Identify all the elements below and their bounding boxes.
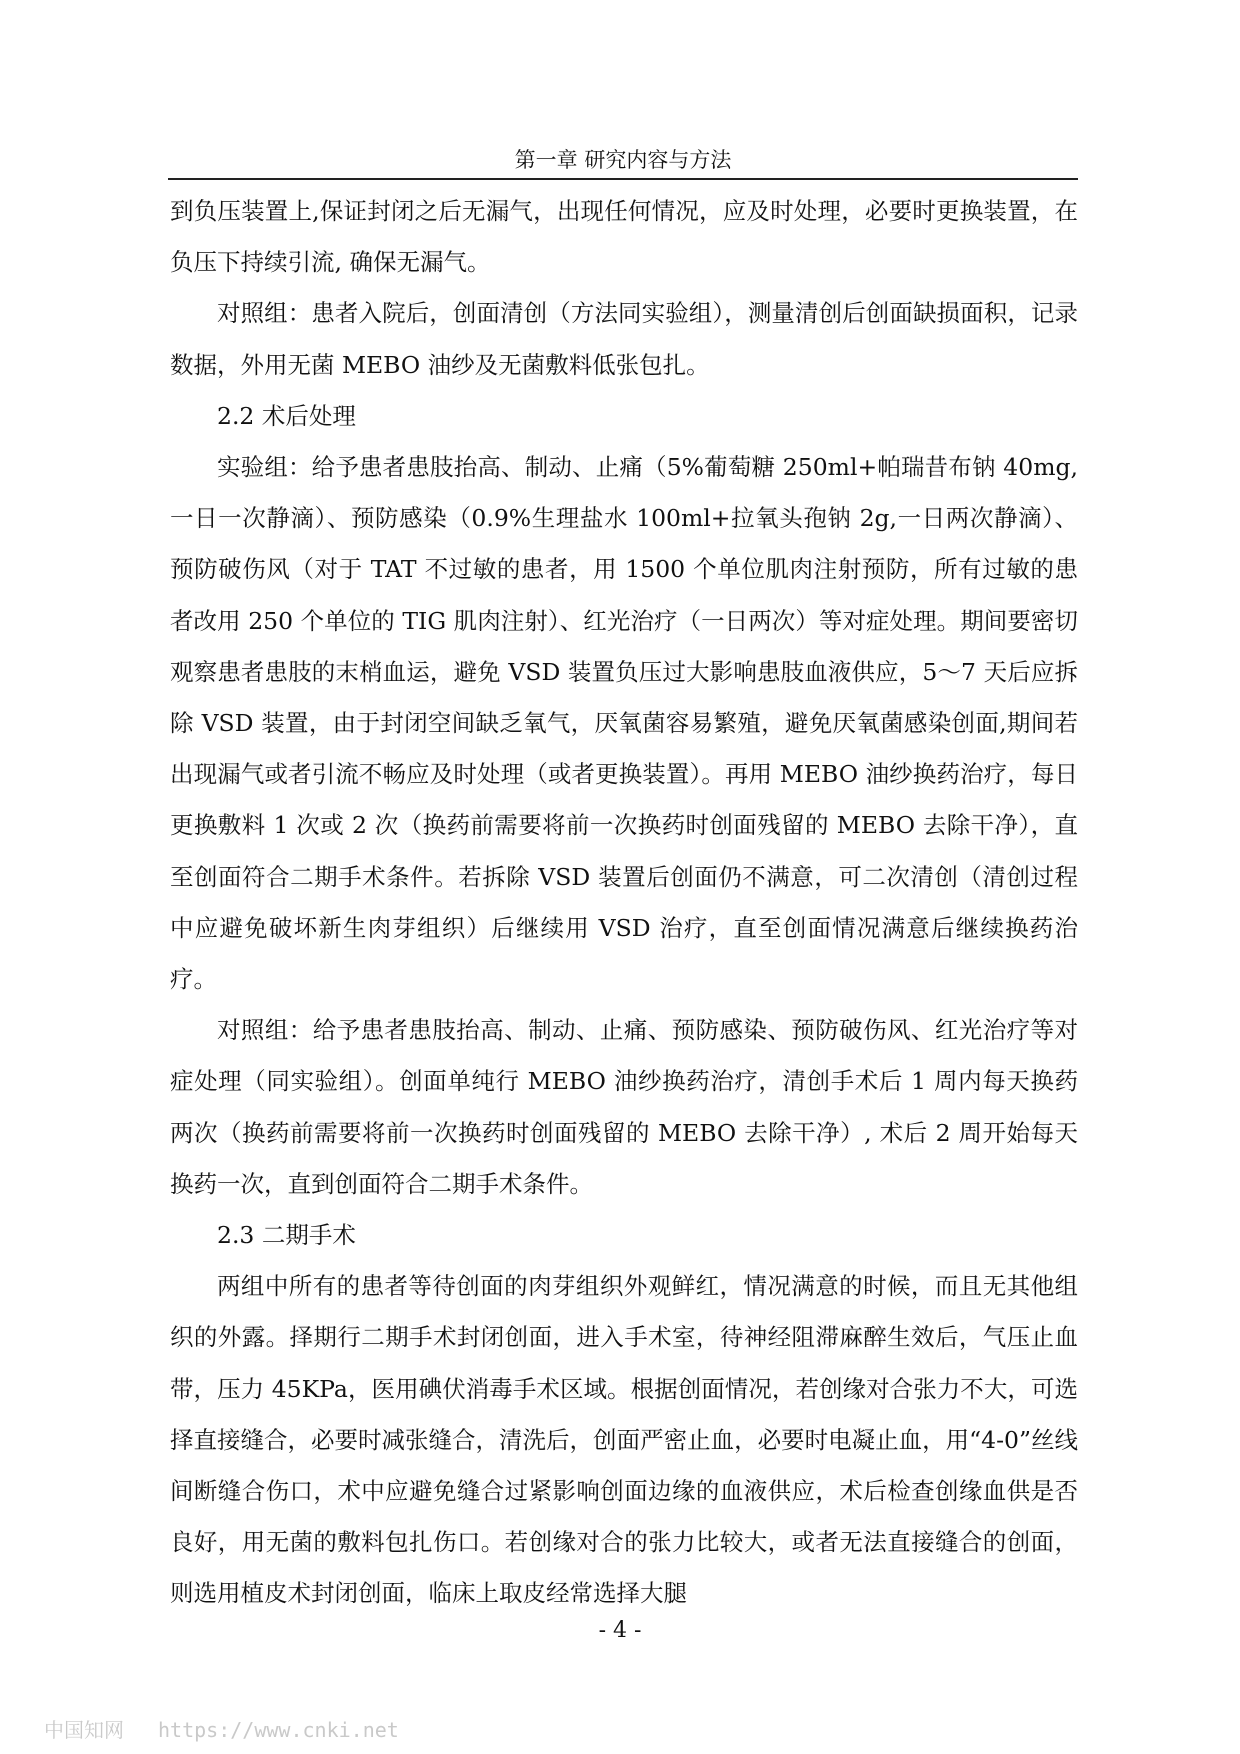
section-heading: 2.3 二期手术 <box>217 1221 356 1250</box>
body-paragraph: 对照组：给予患者患肢抬高、制动、止痛、预防感染、预防破伤风、红光治疗等对症处理（同实验组）。创面单纯行 MEBO 油纱换药治疗，清创手术后 1 周内每天换药两次（换药前需要将前一次换药时创面残留的 MEBO 去除干净）, 术后 2 周开始每天换药一次，直到创面符合二期手术条件。 <box>170 1016 1078 1198</box>
page-number: - 4 - <box>598 1618 642 1643</box>
body-paragraph: 对照组：患者入院后，创面清创（方法同实验组），测量清创后创面缺损面积，记录数据，外用无菌 MEBO 油纱及无菌敷料低张包扎。 <box>170 299 1078 379</box>
body-paragraph: 实验组：给予患者患肢抬高、制动、止痛（5%葡萄糖 250ml+帕瑞昔布钠 40mg, 一日一次静滴）、预防感染（0.9%生理盐水 100ml+拉氧头孢钠 2g,一日两次静滴）、预防破伤风（对于 TAT 不过敏的患者，用 1500 个单位肌肉注射预防，所有过敏的患者改用 250 个单位的 TIG 肌肉注射）、红光治疗（一日两次）等对症处理。期间要密切观察患者患肢的末梢血运，避免 VSD 装置负压过大影响患肢血液供应，5～7 天后应拆除 VSD 装置，由于封闭空间缺乏氧气，厌氧菌容易繁殖，避免厌氧菌感染创面,期间若出现漏气或者引流不畅应及时处理（或者更换装置）。再用 MEBO 油纱换药治疗，每日更换敷料 1 次或 2 次（换药前需要将前一次换药时创面残留的 MEBO 去除干净），直至创面符合二期手术条件。若拆除 VSD 装置后创面仍不满意，可二次清创（清创过程中应避免破坏新生肉芽组织）后继续用 VSD 治疗，直至创面情况满意后继续换药治疗。 <box>170 453 1078 994</box>
page-body <box>170 186 1078 1620</box>
body-paragraph: 两组中所有的患者等待创面的肉芽组织外观鲜红，情况满意的时候，而且无其他组织的外露。择期行二期手术封闭创面，进入手术室，待神经阻滞麻醉生效后，气压止血带，压力 45KPa，医用碘伏消毒手术区域。根据创面情况，若创缘对合张力不大，可选择直接缝合，必要时减张缝合，清洗后，创面严密止血，必要时电凝止血，用“4-0”丝线间断缝合伤口，术中应避免缝合过紧影响创面边缘的血液供应，术后检查创缘血供是否良好，用无菌的敷料包扎伤口。若创缘对合的张力比较大，或者无法直接缝合的创面，则选用植皮术封闭创面，临床上取皮经常选择大腿 <box>170 1272 1078 1608</box>
body-paragraph: 到负压装置上,保证封闭之后无漏气，出现任何情况，应及时处理，必要时更换装置，在负压下持续引流, 确保无漏气。 <box>170 197 1078 277</box>
chapter-title: 第一章 研究内容与方法 <box>514 148 732 172</box>
section-heading: 2.2 术后处理 <box>217 401 356 430</box>
cnki-watermark <box>44 1718 433 1742</box>
watermark-url: https://www.cnki.net <box>158 1718 399 1742</box>
watermark-brand: 中国知网 <box>44 1718 124 1742</box>
running-header <box>168 148 1078 180</box>
